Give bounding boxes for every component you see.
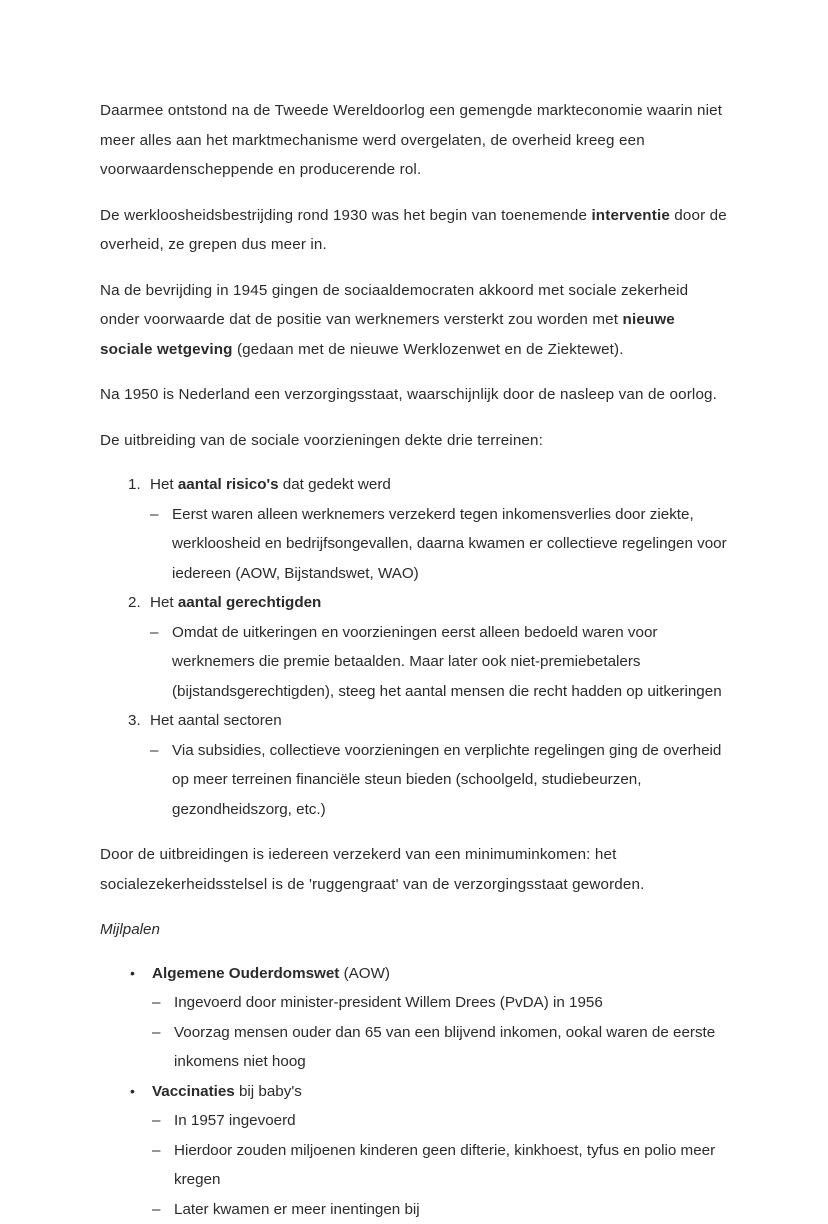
paragraph-4-text: Na 1950 is Nederland een verzorgingsstaat, waarschijnlijk door de nasleep van de oorlog. xyxy=(100,386,717,403)
paragraph-5-list-intro xyxy=(100,426,728,456)
sub-list-item xyxy=(150,736,728,825)
milestone-item xyxy=(100,1077,728,1224)
list-number-marker: 3. xyxy=(128,706,150,736)
sub-list-item-text: Ingevoerd door minister-president Willem Drees (PvDA) in 1956 xyxy=(174,994,603,1011)
list-number-marker: 2. xyxy=(128,588,150,618)
spacer xyxy=(100,824,728,840)
sub-dash-list xyxy=(150,618,728,707)
milestone-title: Vaccinaties xyxy=(152,1083,235,1100)
page-title: Mijlpalen xyxy=(100,915,728,945)
numbered-item-bold: aantal gerechtigden xyxy=(178,594,321,611)
paragraph-2-text-b: door de overheid, ze grepen dus meer in. xyxy=(100,207,727,254)
milestone-item xyxy=(100,959,728,1077)
numbered-item-lead: Het xyxy=(150,476,178,493)
milestone-title-tail: bij baby's xyxy=(235,1083,302,1100)
numbered-list-item xyxy=(100,706,728,824)
paragraph-3-text-b: (gedaan met de nieuwe Werklozenwet en de Ziektewet). xyxy=(233,341,624,358)
dash-marker-icon: – xyxy=(150,500,168,530)
numbered-list-item xyxy=(100,470,728,588)
sub-list-item xyxy=(152,1136,728,1195)
milestone-title-tail: (AOW) xyxy=(339,965,390,982)
numbered-item-lead: Het aantal sectoren xyxy=(150,712,282,729)
paragraph-4 xyxy=(100,380,728,410)
paragraph-3 xyxy=(100,276,728,365)
sub-list-item xyxy=(152,1195,728,1224)
document-body xyxy=(100,96,728,1224)
paragraph-3-text-a: Na de bevrijding in 1945 gingen de sociaaldemocraten akkoord met sociale zekerheid onder voorwaarde dat de positie van werknemers versterkt zou worden met xyxy=(100,282,688,329)
sub-dash-list xyxy=(150,736,728,825)
sub-list-item-text: Voorzag mensen ouder dan 65 van een blijvend inkomen, ookal waren de eerste inkomens niet hoog xyxy=(174,1024,715,1071)
dash-marker-icon: – xyxy=(150,618,168,648)
numbered-list-item xyxy=(100,588,728,706)
sub-list-item-text: Via subsidies, collectieve voorzieningen en verplichte regelingen ging de overheid op meer terreinen financiële steun bieden (schoolgeld, studiebeurzen, gezondheidszorg, etc.) xyxy=(172,742,721,818)
paragraph-6 xyxy=(100,840,728,899)
bullet-marker-icon: • xyxy=(130,1077,148,1107)
paragraph-2-bold: interventie xyxy=(591,207,669,224)
paragraph-5-text: De uitbreiding van de sociale voorzieningen dekte drie terreinen: xyxy=(100,432,543,449)
sub-list-item xyxy=(150,500,728,589)
dash-marker-icon: – xyxy=(152,1018,170,1048)
bullet-marker-icon: • xyxy=(130,959,148,989)
sub-dash-list xyxy=(150,500,728,589)
paragraph-2 xyxy=(100,201,728,260)
sub-list-item-text: Hierdoor zouden miljoenen kinderen geen difterie, kinkhoest, tyfus en polio meer kregen xyxy=(174,1142,715,1189)
dash-marker-icon: – xyxy=(152,988,170,1018)
paragraph-1-text: Daarmee ontstond na de Tweede Wereldoorlog een gemengde markteconomie waarin niet meer alles aan het marktmechanisme werd overgelaten, de overheid kreeg een voorwaardenscheppende en producerende rol. xyxy=(100,102,722,178)
milestone-title: Algemene Ouderdomswet xyxy=(152,965,339,982)
sub-list-item xyxy=(150,618,728,707)
sub-list-item xyxy=(152,988,728,1018)
sub-list-item-text: Omdat de uitkeringen en voorzieningen eerst alleen bedoeld waren voor werknemers die premie betaalden. Maar later ook niet-premiebetalers (bijstandsgerechtigden), steeg het aantal mensen die recht hadden op uitkeringen xyxy=(172,624,722,700)
numbered-item-tail: dat gedekt werd xyxy=(279,476,391,493)
paragraph-2-text-a: De werkloosheidsbestrijding rond 1930 was het begin van toenemende xyxy=(100,207,591,224)
dash-marker-icon: – xyxy=(152,1106,170,1136)
sub-list-item-text: Later kwamen er meer inentingen bij xyxy=(174,1201,420,1218)
list-number-marker: 1. xyxy=(128,470,150,500)
paragraph-3-bold: nieuwe sociale wetgeving xyxy=(100,311,675,358)
numbered-item-lead: Het xyxy=(150,594,178,611)
sub-list-item-text: Eerst waren alleen werknemers verzekerd tegen inkomensverlies door ziekte, werkloosheid en bedrijfsongevallen, daarna kwamen er collectieve regelingen voor iedereen (AOW, Bijstandswet, WAO) xyxy=(172,506,727,582)
paragraph-6-text: Door de uitbreidingen is iedereen verzekerd van een minimuminkomen: het socialezekerheidsstelsel is de 'ruggengraat' van de verzorgingsstaat geworden. xyxy=(100,846,644,893)
sub-list-item xyxy=(152,1106,728,1136)
sub-list-item xyxy=(152,1018,728,1077)
sub-list-item-text: In 1957 ingevoerd xyxy=(174,1112,296,1129)
paragraph-1 xyxy=(100,96,728,185)
sub-dash-list xyxy=(152,988,728,1077)
dash-marker-icon: – xyxy=(152,1136,170,1166)
sub-dash-list xyxy=(152,1106,728,1224)
dash-marker-icon: – xyxy=(150,736,168,766)
numbered-item-bold: aantal risico's xyxy=(178,476,279,493)
milestones-bullet-list xyxy=(100,959,728,1224)
numbered-list xyxy=(100,470,728,824)
dash-marker-icon: – xyxy=(152,1195,170,1224)
